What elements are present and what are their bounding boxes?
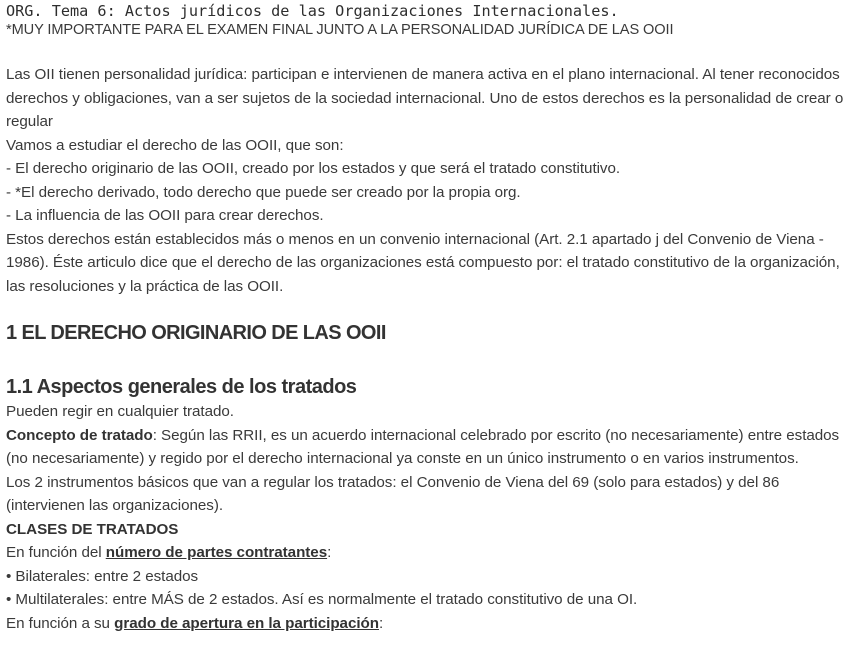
funcion-partes-prefix: En función del [6,544,106,561]
funcion-apertura-prefix: En función a su [6,614,115,632]
intro-paragraph: Las OII tienen personalidad jurídica: participan e intervienen de manera activa en el plano internacional. Al tener reconocidos derechos y obligaciones, van a ser sujetos de la sociedad internacional. Uno de estos derechos es la personalidad de crear o regular [6,66,844,130]
regir-line: Pueden regir en cualquier tratado. [6,403,234,420]
document-title: ORG. Tema 6: Actos jurídicos de las Organizaciones Internacionales. [6,2,619,20]
instrumentos-paragraph: Los 2 instrumentos básicos que van a regular los tratados: el Convenio de Viena del 69 (solo para estados) y del 86 (intervienen las organizaciones). [6,473,780,514]
subsection-heading: 1.1 Aspectos generales de los tratados [6,376,357,398]
concepto-paragraph [6,424,844,471]
bullet-bilaterales: • Bilaterales: entre 2 estados [6,567,199,585]
list-item: - *El derecho derivado, todo derecho que puede ser creado por la propia org. [6,183,521,201]
bullet-multilaterales: • Multilaterales: entre MÁS de 2 estados. Así es normalmente el tratado constitutivo de una OI. [6,591,638,608]
concepto-text: : Según las RRII, es un acuerdo internacional celebrado por escrito (no necesariamente) entre estados (no necesariamente) y regido por el derecho internacional ya conste en un único instrumento o en varios instrumentos. [6,426,840,467]
study-intro: Vamos a estudiar el derecho de las OOII, que son: [6,136,344,154]
section-heading: 1 EL DERECHO ORIGINARIO DE LAS OOII [6,322,386,344]
document [6,0,844,635]
funcion-partes-line [6,541,844,565]
funcion-apertura-term: grado de apertura en la participación [114,614,379,632]
rights-paragraph: Estos derechos están establecidos más o menos en un convenio internacional (Art. 2.1 apartado j del Convenio de Viena - 1986). Éste articulo dice que el derecho de las organizaciones está compuesto por: el tratado constitutivo de la organización, las resoluciones y la práctica de las OOII. [6,230,840,295]
list-item: - El derecho originario de las OOII, creado por los estados y que será el tratado constitutivo. [6,160,621,177]
funcion-apertura-suffix: : [378,614,384,632]
concepto-label: Concepto de tratado [6,426,153,444]
spacer [6,39,844,63]
clases-heading: CLASES DE TRATADOS [6,520,179,538]
funcion-partes-suffix: : [327,544,332,561]
importance-note: *MUY IMPORTANTE PARA EL EXAMEN FINAL JUNTO A LA PERSONALIDAD JURÍDICA DE LAS OOII [6,22,674,38]
funcion-partes-term: número de partes contratantes [105,544,328,561]
funcion-apertura-line [6,612,844,636]
list-item: - La influencia de las OOII para crear derechos. [6,207,324,224]
